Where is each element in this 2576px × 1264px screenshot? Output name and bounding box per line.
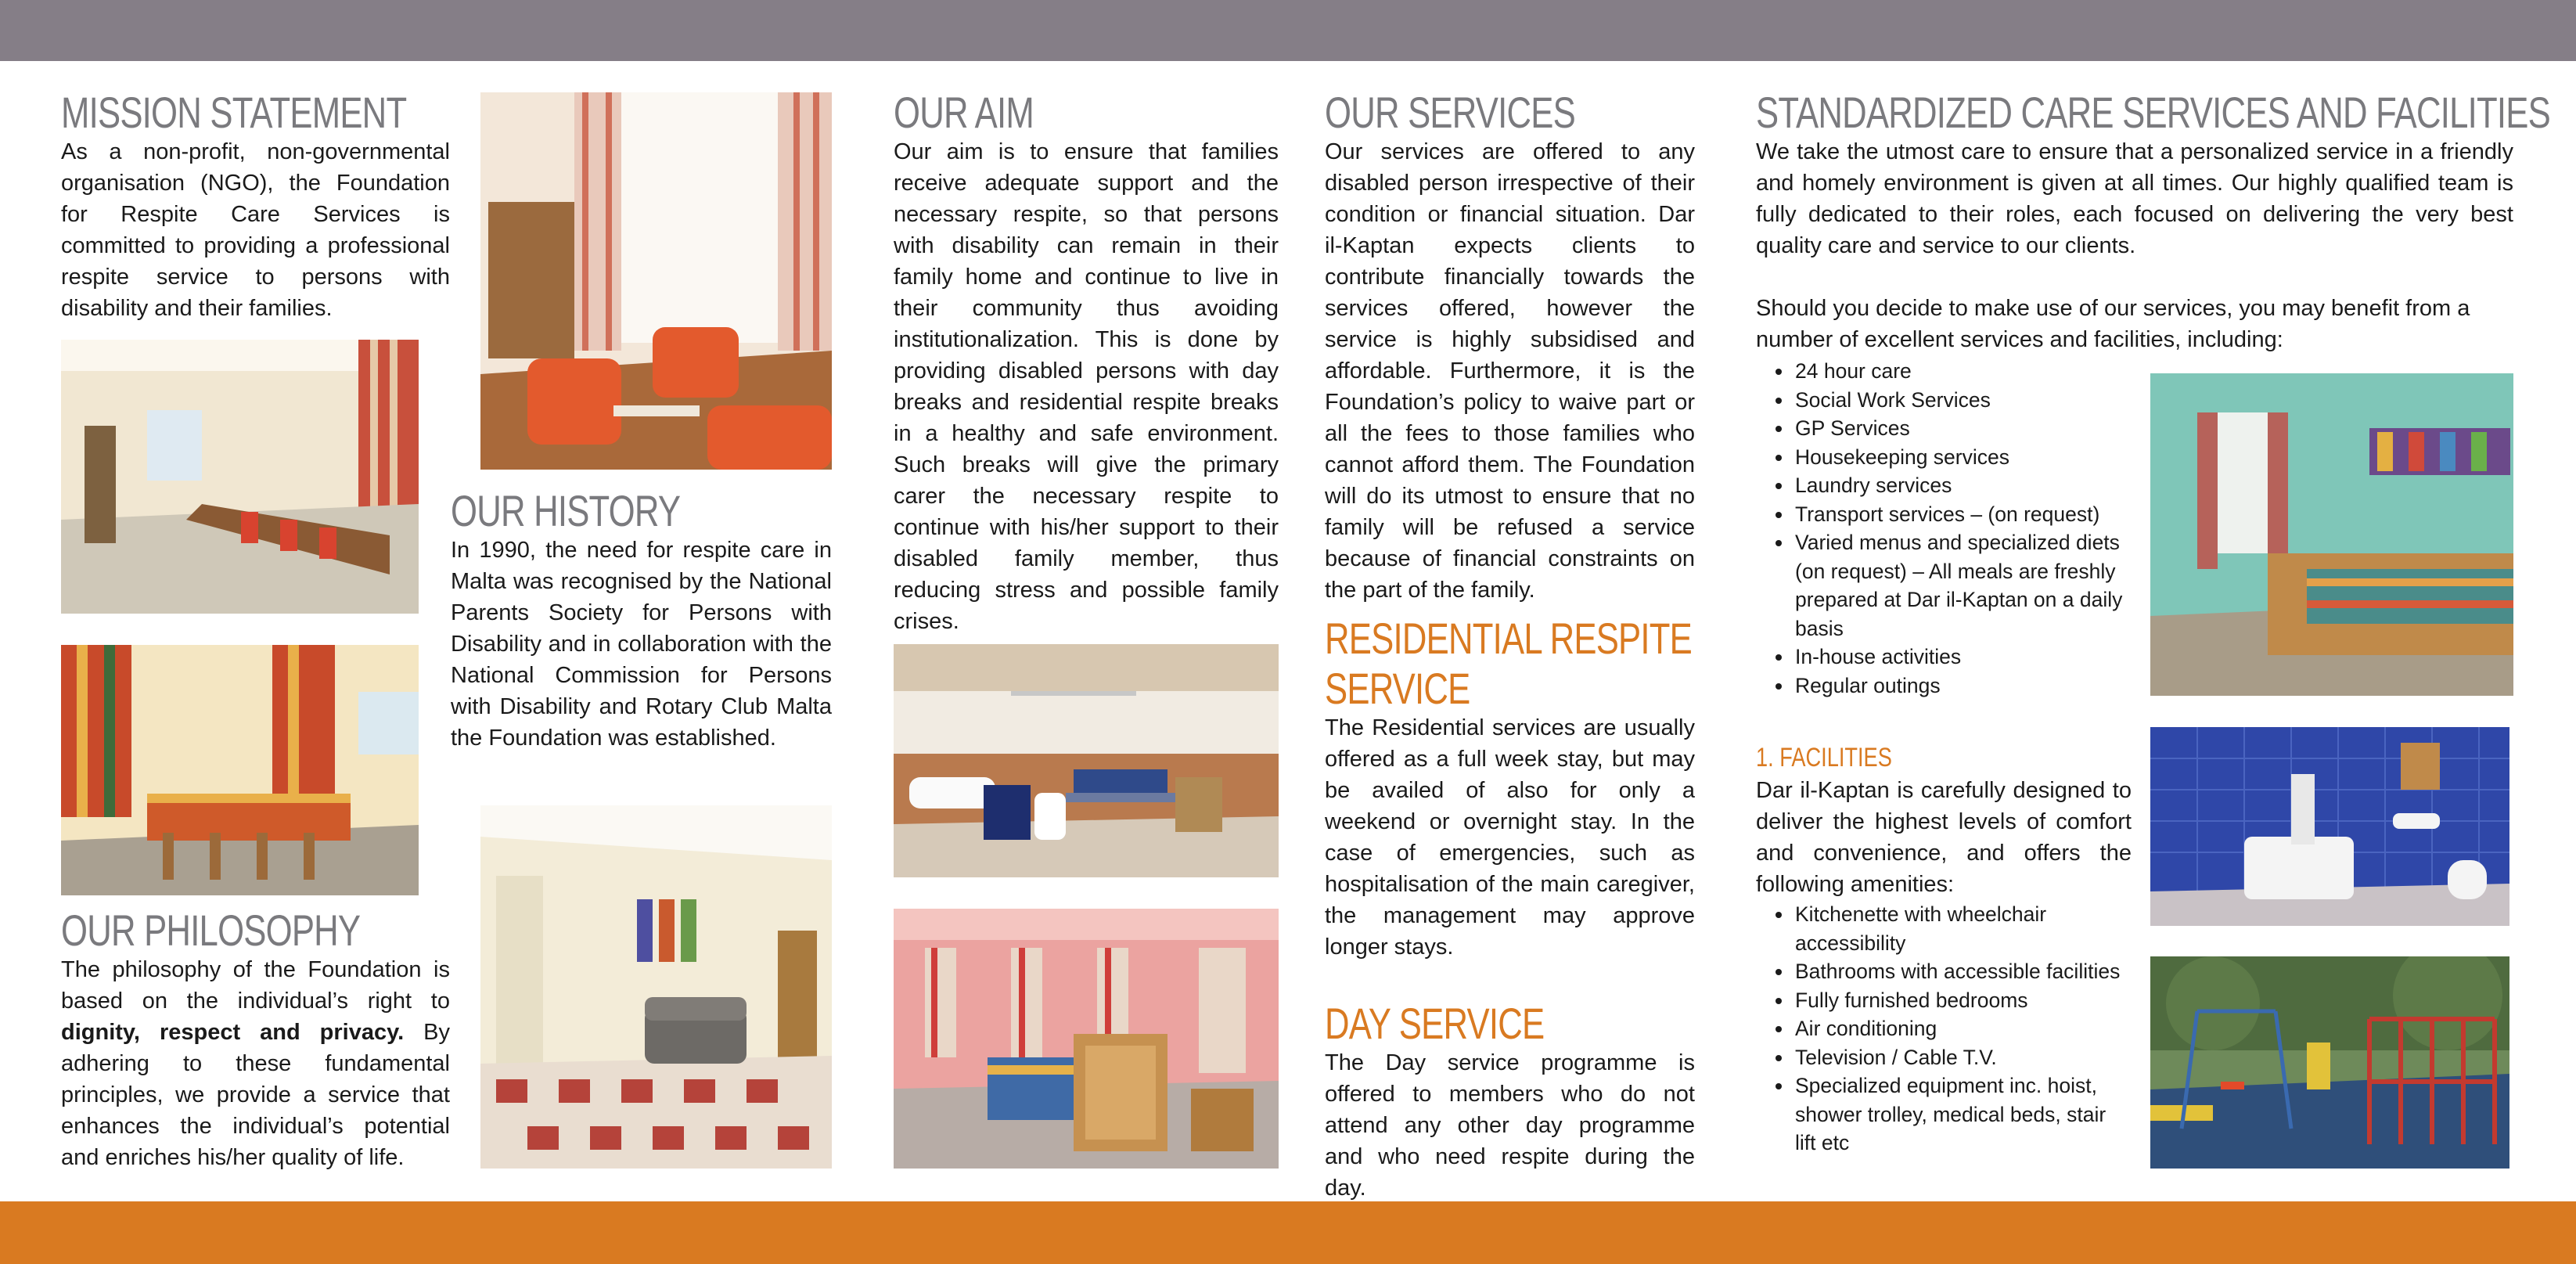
day-service-text: The Day service programme is offered to members who do not attend any other day programme and who need respite during the day. bbox=[1325, 1050, 1695, 1201]
list-item: • Varied menus and specialized diets (on request) – All meals are freshly prepared at Dar il-Kaptan on a daily basis bbox=[1793, 528, 2135, 643]
list-item: • In-house activities bbox=[1793, 643, 2135, 672]
residential-title-line1: RESIDENTIAL RESPITE bbox=[1325, 614, 1693, 663]
history-title: OUR HISTORY bbox=[451, 486, 681, 535]
mission-section bbox=[61, 88, 450, 324]
dining-room-photo bbox=[61, 645, 419, 895]
list-item: • 24 hour care bbox=[1793, 357, 2135, 386]
aim-section bbox=[894, 88, 1279, 637]
aim-text: Our aim is to ensure that families receive adequate support and the necessary respite, so that persons with disability can remain in their family home and continue to live in their community thus avoiding institutionalization. This is done by providing disabled persons with day breaks and residential respite breaks in a healthy and safe environment. Such breaks will give the primary carer the necessary respite to continue with his/her support to their disabled family member, thus reducing stress and possible family crises. bbox=[894, 139, 1279, 634]
residential-section bbox=[1325, 614, 1695, 963]
list-item: • GP Services bbox=[1793, 414, 2135, 443]
philosophy-section bbox=[61, 906, 450, 1173]
turquoise-bedroom-photo bbox=[2150, 373, 2513, 696]
list-item: • Fully furnished bedrooms bbox=[1793, 986, 2132, 1015]
top-banner-bar bbox=[0, 0, 2576, 61]
list-item: • Television / Cable T.V. bbox=[1793, 1043, 2132, 1072]
history-section bbox=[451, 486, 832, 754]
lounge-armchairs-photo bbox=[480, 92, 832, 470]
list-item: • Laundry services bbox=[1793, 471, 2135, 500]
list-item: • Kitchenette with wheelchair accessibility bbox=[1793, 900, 2132, 957]
list-item: • Specialized equipment inc. hoist, shower trolley, medical beds, stair lift etc bbox=[1793, 1071, 2132, 1158]
standardized-section bbox=[1756, 88, 2550, 355]
blue-bathroom-photo bbox=[2150, 727, 2509, 926]
day-service-title: DAY SERVICE bbox=[1325, 999, 1545, 1048]
services-section bbox=[1325, 88, 1695, 606]
services-title: OUR SERVICES bbox=[1325, 88, 1575, 137]
services-text: Our services are offered to any disabled person irrespective of their condition or financial situation. Dar il-Kaptan expects clients to contribute financially towards the services offered, however the service is highly subsidised and affordable. Furthermore, it is the Foundation’s policy to waive part or all the fees to those families who cannot afford them. The Foundation will do its utmost to ensure that no family will be refused a service because of financial constraints on the part of the family. bbox=[1325, 139, 1695, 603]
day-service-section bbox=[1325, 999, 1695, 1204]
philosophy-text-part1: The philosophy of the Foundation is based on the individual’s right to bbox=[61, 957, 450, 1014]
list-item: • Bathrooms with accessible facilities bbox=[1793, 957, 2132, 986]
services-list bbox=[1756, 357, 2135, 700]
facilities-title: 1. FACILITIES bbox=[1756, 743, 1892, 772]
list-item: • Social Work Services bbox=[1793, 386, 2135, 415]
philosophy-text bbox=[61, 954, 450, 1173]
mission-title: MISSION STATEMENT bbox=[61, 88, 407, 137]
history-text: In 1990, the need for respite care in Malta was recognised by the National Parents Society for Persons with Disability and in collaboration with the National Commission for Persons with Disability and Rotary Club Malta the Foundation was established. bbox=[451, 538, 832, 751]
playground-photo bbox=[2150, 956, 2509, 1169]
list-item: • Air conditioning bbox=[1793, 1014, 2132, 1043]
list-item: • Regular outings bbox=[1793, 672, 2135, 700]
accessible-bathroom-photo bbox=[894, 644, 1279, 877]
philosophy-bold-values: dignity, respect and privacy. bbox=[61, 1020, 405, 1045]
residential-title-line2: SERVICE bbox=[1325, 664, 1470, 713]
facilities-section bbox=[1756, 742, 2132, 1158]
philosophy-text-part2: By adhering to these fundamental principles, we provide a service that enhances the individual’s potential and enriches his/her quality of life. bbox=[61, 1020, 450, 1170]
list-item: • Transport services – (on request) bbox=[1793, 500, 2135, 529]
bottom-banner-bar bbox=[0, 1201, 2576, 1264]
standardized-benefit: Should you decide to make use of our services, you may benefit from a number of excellent services and facilities, including: bbox=[1756, 296, 2470, 352]
office-room-photo bbox=[61, 340, 419, 614]
standardized-intro: We take the utmost care to ensure that a personalized service in a friendly and homely environment is given at all times. Our highly qualified team is fully dedicated to their roles, each focused on delivering the very best quality care and service to our clients. bbox=[1756, 139, 2513, 258]
facilities-text: Dar il-Kaptan is carefully designed to deliver the highest levels of comfort and convenience, and offers the following amenities: bbox=[1756, 778, 2132, 897]
amenities-list bbox=[1756, 900, 2132, 1158]
aim-title: OUR AIM bbox=[894, 88, 1034, 137]
services-list-block bbox=[1756, 357, 2135, 700]
mission-text: As a non-profit, non-governmental organisation (NGO), the Foundation for Respite Care Services is committed to providing a professional respite service to persons with disability and their families. bbox=[61, 139, 450, 321]
pink-bedroom-photo bbox=[894, 909, 1279, 1169]
list-item: • Housekeeping services bbox=[1793, 443, 2135, 472]
residential-text: The Residential services are usually offered as a full week stay, but may be availed of also for only a weekend or overnight stay. In the case of emergencies, such as hospitalisation of the main caregiver, the management may approve longer stays. bbox=[1325, 715, 1695, 960]
hallway-sofa-photo bbox=[480, 805, 832, 1169]
standardized-title: STANDARDIZED CARE SERVICES AND FACILITIES bbox=[1756, 88, 2550, 137]
philosophy-title: OUR PHILOSOPHY bbox=[61, 906, 361, 955]
